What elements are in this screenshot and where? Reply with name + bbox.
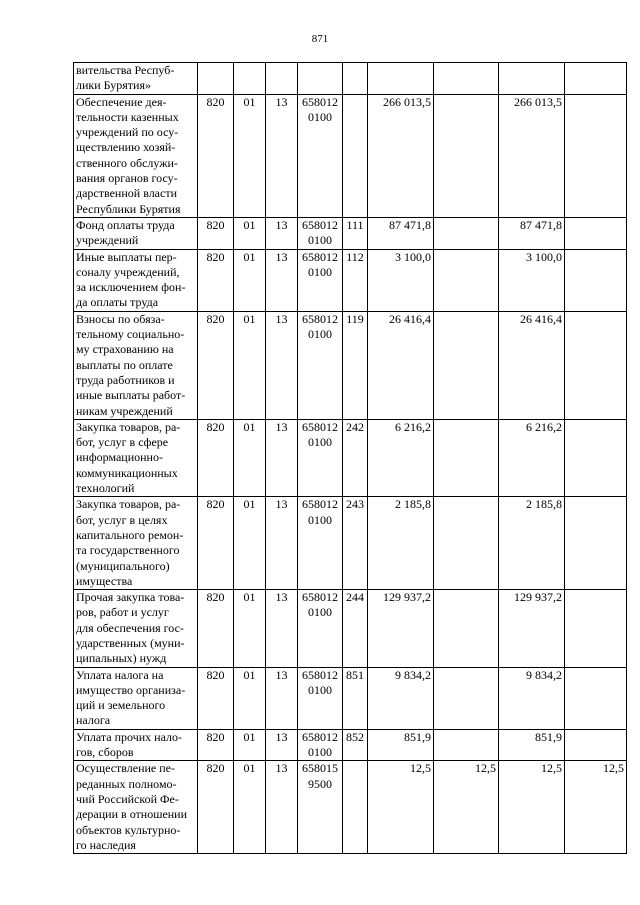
cell-admin-code: 820 bbox=[198, 249, 234, 311]
cell-subsection: 13 bbox=[266, 667, 298, 729]
cell-section: 01 bbox=[234, 667, 266, 729]
target-article-line: 658012 bbox=[302, 419, 338, 434]
cell-item-name bbox=[74, 311, 198, 419]
target-article-line: 658012 bbox=[302, 249, 338, 264]
cell-section: 01 bbox=[234, 311, 266, 419]
cell-item-name bbox=[74, 94, 198, 217]
target-article-line: 0100 bbox=[308, 109, 332, 124]
cell-amount-3: 851,9 bbox=[499, 729, 565, 761]
target-article-line: 9500 bbox=[308, 776, 332, 791]
target-article-line: 658015 bbox=[302, 761, 338, 776]
item-name-line: Закупка товаров, ра- bbox=[76, 419, 181, 434]
cell-amount-4 bbox=[565, 249, 627, 311]
cell-target-article bbox=[298, 217, 343, 249]
item-name-line: Республики Бурятия bbox=[76, 201, 181, 216]
cell-subsection: 13 bbox=[266, 729, 298, 761]
item-name-line: объектов культурно- bbox=[76, 822, 181, 837]
item-name-line: Закупка товаров, ра- bbox=[76, 497, 181, 512]
cell-admin-code: 820 bbox=[198, 761, 234, 854]
target-article-line: 658012 bbox=[302, 729, 338, 744]
item-name-line: (муниципального) bbox=[76, 558, 170, 573]
cell-admin-code: 820 bbox=[198, 667, 234, 729]
cell-amount-3: 9 834,2 bbox=[499, 667, 565, 729]
cell-expense-type: 852 bbox=[343, 729, 368, 761]
cell-target-article bbox=[298, 249, 343, 311]
item-name-line: Фонд оплаты труда bbox=[76, 217, 175, 232]
target-article-line: 658012 bbox=[302, 94, 338, 109]
cell-amount-1: 2 185,8 bbox=[368, 497, 434, 590]
item-name-line: Взносы по обяза- bbox=[76, 311, 165, 326]
cell-admin-code: 820 bbox=[198, 590, 234, 667]
item-name-line: реданных полномо- bbox=[76, 776, 177, 791]
item-name-line: бот, услуг в сфере bbox=[76, 435, 169, 450]
cell-amount-4 bbox=[565, 729, 627, 761]
cell-amount-3: 2 185,8 bbox=[499, 497, 565, 590]
table-row bbox=[74, 729, 627, 761]
item-name-line: Уплата налога на bbox=[76, 667, 164, 682]
cell-admin-code bbox=[198, 63, 234, 95]
cell-item-name bbox=[74, 590, 198, 667]
target-article-line: 0100 bbox=[308, 264, 332, 279]
item-name-line: никам учреждений bbox=[76, 403, 173, 418]
item-name-line: ций и земельного bbox=[76, 698, 166, 713]
item-name-line: ударственных (муни- bbox=[76, 635, 185, 650]
cell-amount-2 bbox=[434, 249, 499, 311]
cell-amount-4 bbox=[565, 311, 627, 419]
cell-amount-2 bbox=[434, 497, 499, 590]
cell-amount-1: 129 937,2 bbox=[368, 590, 434, 667]
item-name-line: ственного обслужи- bbox=[76, 155, 178, 170]
cell-subsection: 13 bbox=[266, 590, 298, 667]
cell-section: 01 bbox=[234, 217, 266, 249]
cell-amount-3: 3 100,0 bbox=[499, 249, 565, 311]
cell-amount-4 bbox=[565, 497, 627, 590]
cell-amount-2 bbox=[434, 94, 499, 217]
item-name-line: коммуникационных bbox=[76, 465, 178, 480]
target-article-line: 658012 bbox=[302, 497, 338, 512]
item-name-line: налога bbox=[76, 713, 111, 728]
budget-table bbox=[73, 62, 627, 854]
target-article-line: 0100 bbox=[308, 605, 332, 620]
item-name-line: вания органов госу- bbox=[76, 171, 178, 186]
cell-expense-type bbox=[343, 761, 368, 854]
cell-amount-1: 266 013,5 bbox=[368, 94, 434, 217]
cell-amount-3: 129 937,2 bbox=[499, 590, 565, 667]
item-name-line: ров, работ и услуг bbox=[76, 605, 169, 620]
cell-subsection: 13 bbox=[266, 761, 298, 854]
item-name-line: Обеспечение дея- bbox=[76, 94, 167, 109]
item-name-line: лики Бурятия» bbox=[76, 78, 151, 93]
cell-item-name bbox=[74, 497, 198, 590]
cell-target-article bbox=[298, 497, 343, 590]
item-name-line: ципальных) нужд bbox=[76, 651, 167, 666]
cell-amount-2 bbox=[434, 419, 499, 496]
cell-subsection: 13 bbox=[266, 249, 298, 311]
cell-item-name bbox=[74, 217, 198, 249]
budget-table-body bbox=[74, 63, 627, 854]
cell-section: 01 bbox=[234, 590, 266, 667]
cell-section: 01 bbox=[234, 419, 266, 496]
table-row bbox=[74, 311, 627, 419]
cell-target-article bbox=[298, 94, 343, 217]
cell-amount-3: 6 216,2 bbox=[499, 419, 565, 496]
cell-amount-1: 12,5 bbox=[368, 761, 434, 854]
cell-item-name bbox=[74, 729, 198, 761]
target-article-line: 658012 bbox=[302, 311, 338, 326]
cell-target-article bbox=[298, 729, 343, 761]
cell-section: 01 bbox=[234, 249, 266, 311]
target-article-line: 658012 bbox=[302, 667, 338, 682]
cell-target-article bbox=[298, 63, 343, 95]
table-row bbox=[74, 94, 627, 217]
cell-expense-type bbox=[343, 63, 368, 95]
cell-amount-2: 12,5 bbox=[434, 761, 499, 854]
item-name-line: гов, сборов bbox=[76, 745, 134, 760]
cell-item-name bbox=[74, 761, 198, 854]
cell-subsection: 13 bbox=[266, 419, 298, 496]
item-name-line: да оплаты труда bbox=[76, 295, 159, 310]
cell-subsection bbox=[266, 63, 298, 95]
item-name-line: му страхованию на bbox=[76, 342, 174, 357]
item-name-line: та государственного bbox=[76, 543, 180, 558]
table-row bbox=[74, 761, 627, 854]
target-article-line: 0100 bbox=[308, 745, 332, 760]
cell-expense-type: 119 bbox=[343, 311, 368, 419]
cell-amount-1: 851,9 bbox=[368, 729, 434, 761]
item-name-line: ществлению хозяй- bbox=[76, 140, 176, 155]
cell-amount-1: 6 216,2 bbox=[368, 419, 434, 496]
cell-section: 01 bbox=[234, 729, 266, 761]
cell-target-article bbox=[298, 761, 343, 854]
cell-section: 01 bbox=[234, 94, 266, 217]
cell-expense-type: 851 bbox=[343, 667, 368, 729]
table-row bbox=[74, 590, 627, 667]
cell-amount-2 bbox=[434, 590, 499, 667]
cell-amount-4 bbox=[565, 590, 627, 667]
item-name-line: учреждений по осу- bbox=[76, 125, 179, 140]
item-name-line: технологий bbox=[76, 481, 135, 496]
item-name-line: бот, услуг в целях bbox=[76, 512, 168, 527]
cell-item-name bbox=[74, 63, 198, 95]
cell-amount-3: 26 416,4 bbox=[499, 311, 565, 419]
cell-target-article bbox=[298, 590, 343, 667]
item-name-line: иные выплаты работ- bbox=[76, 388, 186, 403]
cell-amount-4 bbox=[565, 94, 627, 217]
item-name-line: труда работников и bbox=[76, 372, 175, 387]
item-name-line: Прочая закупка това- bbox=[76, 590, 185, 605]
cell-section: 01 bbox=[234, 497, 266, 590]
item-name-line: дарственной власти bbox=[76, 186, 178, 201]
cell-amount-3: 12,5 bbox=[499, 761, 565, 854]
cell-amount-1: 87 471,8 bbox=[368, 217, 434, 249]
cell-amount-4 bbox=[565, 63, 627, 95]
item-name-line: вительства Респуб- bbox=[76, 63, 175, 77]
cell-amount-2 bbox=[434, 217, 499, 249]
cell-expense-type: 243 bbox=[343, 497, 368, 590]
cell-admin-code: 820 bbox=[198, 311, 234, 419]
cell-target-article bbox=[298, 311, 343, 419]
item-name-line: го наследия bbox=[76, 837, 136, 852]
target-article-line: 0100 bbox=[308, 435, 332, 450]
item-name-line: Иные выплаты пер- bbox=[76, 249, 177, 264]
table-row bbox=[74, 217, 627, 249]
cell-amount-4: 12,5 bbox=[565, 761, 627, 854]
item-name-line: тельному социально- bbox=[76, 327, 185, 342]
cell-amount-2 bbox=[434, 729, 499, 761]
table-row bbox=[74, 497, 627, 590]
cell-amount-1: 3 100,0 bbox=[368, 249, 434, 311]
item-name-line: Осуществление пе- bbox=[76, 761, 176, 776]
table-row bbox=[74, 667, 627, 729]
cell-admin-code: 820 bbox=[198, 729, 234, 761]
cell-expense-type: 242 bbox=[343, 419, 368, 496]
item-name-line: имущество организа- bbox=[76, 682, 186, 697]
item-name-line: для обеспечения гос- bbox=[76, 620, 184, 635]
table-row bbox=[74, 249, 627, 311]
cell-item-name bbox=[74, 667, 198, 729]
cell-amount-4 bbox=[565, 667, 627, 729]
cell-amount-3: 87 471,8 bbox=[499, 217, 565, 249]
cell-amount-2 bbox=[434, 667, 499, 729]
item-name-line: информационно- bbox=[76, 450, 163, 465]
cell-amount-3: 266 013,5 bbox=[499, 94, 565, 217]
cell-section bbox=[234, 63, 266, 95]
cell-amount-2 bbox=[434, 311, 499, 419]
target-article-line: 658012 bbox=[302, 590, 338, 605]
item-name-line: за исключением фон- bbox=[76, 280, 186, 295]
target-article-line: 0100 bbox=[308, 512, 332, 527]
cell-target-article bbox=[298, 419, 343, 496]
item-name-line: капитального ремон- bbox=[76, 527, 184, 542]
target-article-line: 0100 bbox=[308, 327, 332, 342]
cell-subsection: 13 bbox=[266, 311, 298, 419]
cell-amount-2 bbox=[434, 63, 499, 95]
cell-amount-1: 26 416,4 bbox=[368, 311, 434, 419]
cell-expense-type bbox=[343, 94, 368, 217]
table-row bbox=[74, 419, 627, 496]
cell-expense-type: 111 bbox=[343, 217, 368, 249]
cell-subsection: 13 bbox=[266, 497, 298, 590]
cell-section: 01 bbox=[234, 761, 266, 854]
target-article-line: 0100 bbox=[308, 682, 332, 697]
cell-subsection: 13 bbox=[266, 94, 298, 217]
item-name-line: выплаты по оплате bbox=[76, 357, 173, 372]
cell-subsection: 13 bbox=[266, 217, 298, 249]
item-name-line: учреждений bbox=[76, 233, 139, 248]
cell-admin-code: 820 bbox=[198, 94, 234, 217]
item-name-line: Уплата прочих нало- bbox=[76, 729, 182, 744]
item-name-line: имущества bbox=[76, 573, 133, 588]
item-name-line: чий Российской Фе- bbox=[76, 791, 179, 806]
cell-admin-code: 820 bbox=[198, 497, 234, 590]
cell-amount-1: 9 834,2 bbox=[368, 667, 434, 729]
cell-amount-4 bbox=[565, 217, 627, 249]
cell-admin-code: 820 bbox=[198, 419, 234, 496]
cell-expense-type: 112 bbox=[343, 249, 368, 311]
table-row bbox=[74, 63, 627, 95]
cell-admin-code: 820 bbox=[198, 217, 234, 249]
item-name-line: соналу учреждений, bbox=[76, 264, 180, 279]
page-number: 871 bbox=[311, 33, 329, 45]
cell-item-name bbox=[74, 419, 198, 496]
cell-amount-3 bbox=[499, 63, 565, 95]
target-article-line: 0100 bbox=[308, 233, 332, 248]
cell-target-article bbox=[298, 667, 343, 729]
cell-expense-type: 244 bbox=[343, 590, 368, 667]
item-name-line: тельности казенных bbox=[76, 109, 179, 124]
item-name-line: дерации в отношении bbox=[76, 807, 188, 822]
cell-item-name bbox=[74, 249, 198, 311]
cell-amount-4 bbox=[565, 419, 627, 496]
cell-amount-1 bbox=[368, 63, 434, 95]
target-article-line: 658012 bbox=[302, 217, 338, 232]
